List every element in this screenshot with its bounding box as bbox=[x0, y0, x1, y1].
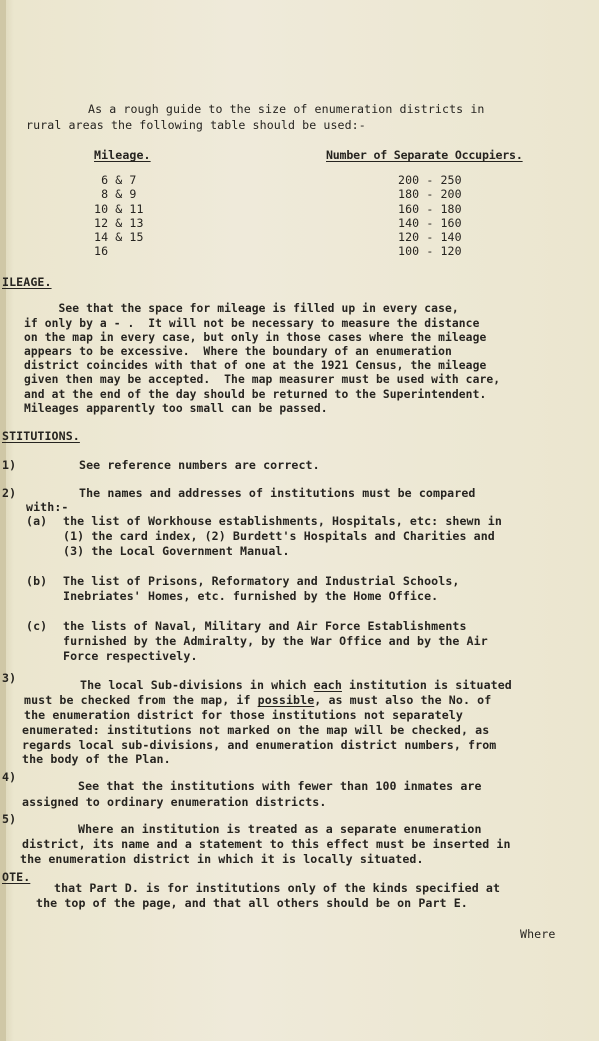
item-text: must be checked from the map, if possible, as must also the No. of bbox=[24, 693, 492, 707]
table-row-occupiers: 100 - 120 bbox=[398, 244, 462, 258]
sub-item-text: Inebriates' Homes, etc. furnished by the Home Office. bbox=[63, 589, 439, 603]
sub-item-text: (3) the Local Government Manual. bbox=[63, 544, 290, 558]
table-row-mileage: 16 bbox=[94, 244, 109, 258]
intro-line-1: As a rough guide to the size of enumeration districts in bbox=[88, 102, 485, 116]
table-row-mileage: 6 & 7 bbox=[94, 173, 137, 187]
item-text: assigned to ordinary enumeration districts. bbox=[22, 795, 327, 809]
item-text: district, its name and a statement to this effect must be inserted in bbox=[22, 837, 511, 851]
item-text: The local Sub-divisions in which each institution is situated bbox=[80, 678, 512, 692]
item-text: enumerated: institutions not marked on the map will be checked, as bbox=[22, 723, 490, 737]
item-text: regards local sub-divisions, and enumeration district numbers, from bbox=[22, 738, 497, 752]
item-number: 1) bbox=[2, 458, 17, 472]
sub-item-text: the lists of Naval, Military and Air Force Establishments bbox=[63, 619, 467, 633]
catchword: Where bbox=[520, 927, 556, 941]
sub-item-text: The list of Prisons, Reformatory and Industrial Schools, bbox=[63, 574, 460, 588]
paragraph-line: appears to be excessive. Where the boundary of an enumeration bbox=[24, 345, 452, 358]
table-row-mileage: 14 & 15 bbox=[94, 230, 144, 244]
sub-item-label: (a) bbox=[26, 514, 48, 528]
table-row-occupiers: 140 - 160 bbox=[398, 216, 462, 230]
paragraph-line: if only by a - . It will not be necessary to measure the distance bbox=[24, 317, 480, 330]
item-text: See that the institutions with fewer than 100 inmates are bbox=[78, 779, 482, 793]
item-text: The names and addresses of institutions must be compared bbox=[79, 486, 476, 500]
sub-item-label: (b) bbox=[26, 574, 48, 588]
table-row-occupiers: 200 - 250 bbox=[398, 173, 462, 187]
paragraph-line: and at the end of the day should be returned to the Superintendent. bbox=[24, 388, 487, 401]
binding-edge bbox=[0, 0, 6, 1041]
table-row-mileage: 8 & 9 bbox=[94, 187, 137, 201]
item-number: 4) bbox=[2, 770, 17, 784]
sub-item-label: (c) bbox=[26, 619, 48, 633]
table-header-mileage: Mileage. bbox=[94, 148, 151, 162]
item-text: with:- bbox=[26, 500, 69, 514]
intro-line-2: rural areas the following table should be used:- bbox=[26, 118, 366, 132]
paragraph-line: on the map in every case, but only in those cases where the mileage bbox=[24, 331, 487, 344]
table-row-occupiers: 160 - 180 bbox=[398, 202, 462, 216]
paragraph-line: district coincides with that of one at the 1921 Census, the mileage bbox=[24, 359, 487, 372]
table-header-occupiers: Number of Separate Occupiers. bbox=[326, 148, 523, 162]
paragraph-line: Mileages apparently too small can be passed. bbox=[24, 402, 328, 415]
table-row-occupiers: 180 - 200 bbox=[398, 187, 462, 201]
item-text: See reference numbers are correct. bbox=[79, 458, 320, 472]
table-row-mileage: 10 & 11 bbox=[94, 202, 144, 216]
item-number: 5) bbox=[2, 812, 17, 826]
item-text: the enumeration district for those institutions not separately bbox=[24, 708, 463, 722]
item-text: the enumeration district in which it is locally situated. bbox=[20, 852, 424, 866]
sub-item-text: the list of Workhouse establishments, Hospitals, etc: shewn in bbox=[63, 514, 502, 528]
section-heading-mileage: ILEAGE. bbox=[2, 275, 52, 289]
sub-item-text: (1) the card index, (2) Burdett's Hospitals and Charities and bbox=[63, 529, 495, 543]
paragraph-line: See that the space for mileage is filled up in every case, bbox=[24, 302, 459, 315]
table-row-occupiers: 120 - 140 bbox=[398, 230, 462, 244]
item-number: 2) bbox=[2, 486, 17, 500]
item-number: 3) bbox=[2, 671, 17, 685]
table-row-mileage: 12 & 13 bbox=[94, 216, 144, 230]
sub-item-text: furnished by the Admiralty, by the War Office and by the Air bbox=[63, 634, 488, 648]
section-heading-institutions: STITUTIONS. bbox=[2, 429, 80, 443]
paragraph-line: given then may be accepted. The map measurer must be used with care, bbox=[24, 373, 501, 386]
note-text: the top of the page, and that all others should be on Part E. bbox=[36, 896, 468, 910]
item-text: Where an institution is treated as a separate enumeration bbox=[78, 822, 482, 836]
note-label: OTE. bbox=[2, 870, 31, 884]
note-text: that Part D. is for institutions only of the kinds specified at bbox=[54, 881, 501, 895]
sub-item-text: Force respectively. bbox=[63, 649, 198, 663]
item-text: the body of the Plan. bbox=[22, 752, 171, 766]
